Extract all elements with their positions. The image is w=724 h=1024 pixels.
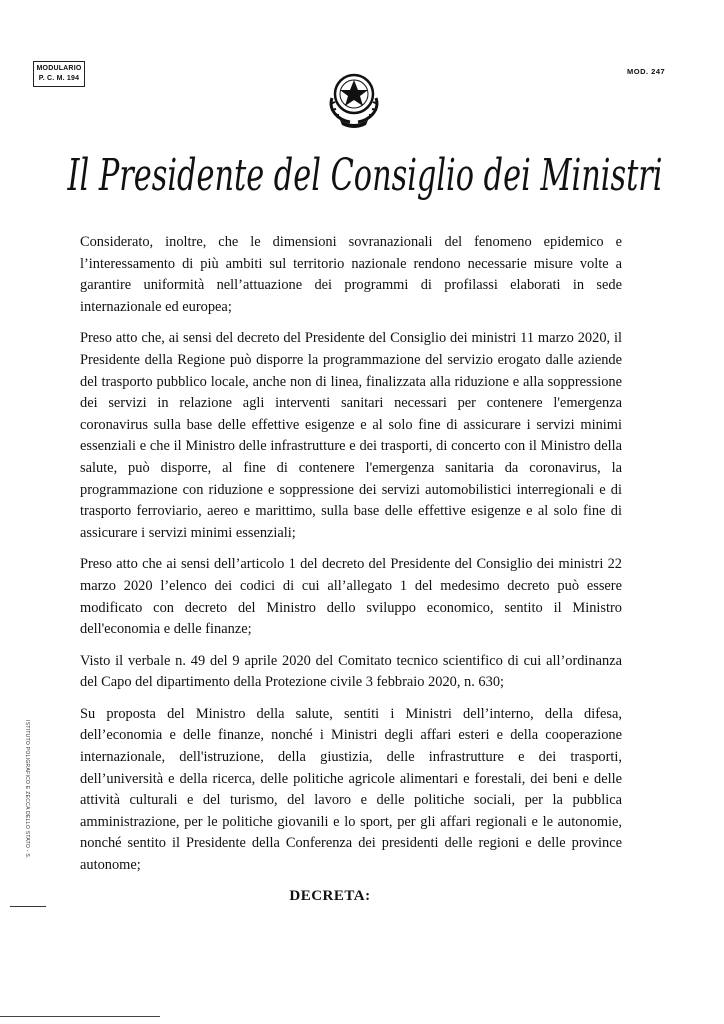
stamp-line-2: P. C. M. 194 [38,75,80,82]
paragraph: Preso atto che ai sensi dell’articolo 1 del decreto del Presidente del Consiglio dei ministri 22 marzo 2020 l’elenco dei codici di cui all’allegato 1 del medesimo decreto può essere modificato con decreto del Ministro dello sviluppo economico, sentito il Ministro dell'economia e delle finanze; [80,556,622,638]
heading-text: Il Presidente del Consiglio dei Ministri [66,150,663,201]
paragraph: Visto il verbale n. 49 del 9 aprile 2020 del Comitato tecnico scientifico di cui all’ordinanza del Capo del dipartimento della Protezione civile 3 febbraio 2020, n. 630; [80,652,622,691]
paragraph: Preso atto che, ai sensi del decreto del Presidente del Consiglio dei ministri 11 marzo 2020, il Presidente della Regione può disporre la programmazione del servizio erogato dalle aziende del trasporto pubblico locale, anche non di linea, finalizzata alla riduzione e alla soppressione dei servizi in relazione agli interventi sanitari necessari per contenere l'emergenza coronavirus sulla base delle effettive esigenze e al solo fine di assicurare i servizi minimi essenziali e che il Ministro delle infrastrutture e dei trasporti, di concerto con il Ministro della salute, può disporre, al fine di contenere l'emergenza sanitaria da coronavirus, la programmazione con riduzione e soppressione dei servizi automobilistici interregionali e di trasporto ferroviario, aereo e marittimo, sulla base delle effettive esigenze e al solo fine di assicurare i servizi minimi essenziali; [80,330,622,541]
modulario-stamp [33,61,85,87]
margin-mark [10,906,46,907]
stamp-line-1: MODULARIO [36,65,82,72]
bottom-rule [0,1016,160,1017]
model-code: MOD. 247 [627,67,666,76]
emblem-icon [322,68,386,132]
printer-note [20,720,32,860]
printer-note-text: ISTITUTO POLIGRAFICO E ZECCA DELLO STATO - S. [24,720,30,859]
decreta-heading: DECRETA: [289,888,371,904]
paragraph: Su proposta del Ministro della salute, sentiti i Ministri dell’interno, della difesa, dell’economia e delle finanze, nonché i Ministri degli affari esteri e della cooperazione internazionale, dell'istruzione, della giustizia, delle infrastrutture e dei trasporti, dell’università e della ricerca, delle politiche agricole alimentari e forestali, dei beni e delle attività culturali e del turismo, del lavoro e delle politiche sociali, per la pubblica amministrazione, per le politiche giovanili e lo sport, per gli affari regionali e le autonomie, nonché sentito il Presidente della Conferenza dei presidenti delle regioni e delle province autonome; [80,705,622,874]
document-body [80,232,622,887]
document-heading [55,140,675,210]
paragraph: Considerato, inoltre, che le dimensioni sovranazionali del fenomeno epidemico e l’interessamento di più ambiti sul territorio nazionale rendono necessarie misure volte a garantire uniformità nell’attuazione dei programmi di profilassi elaborati in sede internazionale ed europea; [80,234,622,315]
